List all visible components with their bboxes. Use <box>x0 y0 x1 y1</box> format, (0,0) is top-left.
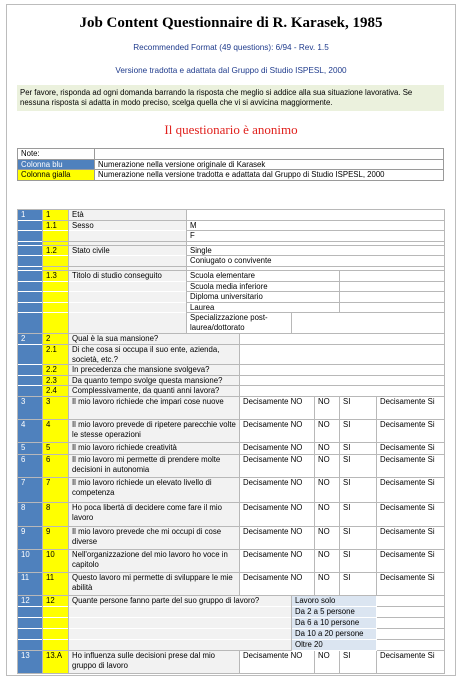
option-strongly-no[interactable]: Decisamente NO <box>240 549 315 572</box>
question-education: Titolo di studio conseguito <box>69 270 187 281</box>
option-strongly-yes[interactable]: Decisamente Si <box>377 442 445 454</box>
empty-cell <box>340 281 445 292</box>
empty-cell <box>340 270 445 281</box>
ita-number: 3 <box>43 396 69 419</box>
orig-number-cell <box>18 281 43 292</box>
ita-number-cell <box>43 302 69 313</box>
option-strongly-no[interactable]: Decisamente NO <box>240 502 315 526</box>
option-yes[interactable]: SI <box>340 454 377 477</box>
option-strongly-no[interactable]: Decisamente NO <box>240 396 315 419</box>
question-text: Il mio lavoro richiede che impari cose nuove <box>69 396 240 419</box>
ita-number: 6 <box>43 454 69 477</box>
ita-number: 1 <box>43 210 69 221</box>
option-yes[interactable]: SI <box>340 549 377 572</box>
answer-job-tenure[interactable] <box>240 375 445 386</box>
ita-number-cell <box>43 231 69 242</box>
orig-number: 9 <box>18 526 43 549</box>
option-strongly-yes[interactable]: Decisamente Si <box>377 526 445 549</box>
question-sex: Sesso <box>69 220 187 231</box>
option-no[interactable]: NO <box>315 526 340 549</box>
orig-number: 4 <box>18 419 43 442</box>
ita-number: 2 <box>43 334 69 345</box>
question-cell <box>69 292 187 303</box>
orig-number-cell <box>18 231 43 242</box>
orig-number: 12 <box>18 595 43 606</box>
questionnaire-page <box>6 4 456 676</box>
option-education[interactable]: Specializzazione post-laurea/dottorato <box>187 313 292 334</box>
question-text: Il mio lavoro prevede che mi occupi di cose diverse <box>69 526 240 549</box>
orig-number-cell <box>18 302 43 313</box>
option-education[interactable]: Scuola elementare <box>187 270 340 281</box>
orig-number: 11 <box>18 572 43 595</box>
question-marital-status: Stato civile <box>69 245 187 256</box>
answer-years-worked[interactable] <box>240 386 445 397</box>
option-strongly-no[interactable]: Decisamente NO <box>240 454 315 477</box>
answer-age[interactable] <box>187 210 445 221</box>
option-no[interactable]: NO <box>315 396 340 419</box>
question-job-title: Qual è la sua mansione? <box>69 334 240 345</box>
option-strongly-yes[interactable]: Decisamente Si <box>377 549 445 572</box>
ita-number: 8 <box>43 502 69 526</box>
blue-column-label: Colonna blu <box>18 159 95 170</box>
option-strongly-no[interactable]: Decisamente NO <box>240 526 315 549</box>
option-no[interactable]: NO <box>315 419 340 442</box>
question-cell <box>69 256 187 267</box>
option-strongly-no[interactable]: Decisamente NO <box>240 477 315 502</box>
question-cell <box>69 313 187 334</box>
option-single[interactable]: Single <box>187 245 445 256</box>
question-age: Età <box>69 210 187 221</box>
notes-label: Note: <box>18 149 95 160</box>
orig-number-cell <box>18 639 43 650</box>
answer-previous-job[interactable] <box>240 365 445 376</box>
anonymous-notice: Il questionario è anonimo <box>164 122 298 137</box>
question-cell <box>69 231 187 242</box>
orig-number-cell <box>18 270 43 281</box>
question-text: Il mio lavoro richiede un elevato livello di competenza <box>69 477 240 502</box>
ita-number: 5 <box>43 442 69 454</box>
orig-number-cell <box>18 256 43 267</box>
question-cell <box>69 281 187 292</box>
question-job-tenure: Da quanto tempo svolge questa mansione? <box>69 375 240 386</box>
ita-number: 2.3 <box>43 375 69 386</box>
question-text: Ho influenza sulle decisioni prese dal mio gruppo di lavoro <box>69 650 240 673</box>
orig-number-cell <box>18 365 43 376</box>
ita-number-cell <box>43 639 69 650</box>
ita-number: 10 <box>43 549 69 572</box>
ita-number: 1.2 <box>43 245 69 256</box>
option-yes[interactable]: SI <box>340 442 377 454</box>
option-strongly-no[interactable]: Decisamente NO <box>240 419 315 442</box>
notes-empty <box>95 149 444 160</box>
orig-number-cell <box>18 386 43 397</box>
option-strongly-no[interactable]: Decisamente NO <box>240 572 315 595</box>
empty-cell <box>377 628 445 639</box>
option-yes[interactable]: SI <box>340 572 377 595</box>
question-text: Il mio lavoro mi permette di prendere molte decisioni in autonomia <box>69 454 240 477</box>
option-education[interactable]: Diploma universitario <box>187 292 340 303</box>
blue-column-text: Numerazione nella versione originale di Karasek <box>95 159 444 170</box>
option-no[interactable]: NO <box>315 650 340 673</box>
option-yes[interactable]: SI <box>340 396 377 419</box>
yellow-column-label: Colonna gialla <box>18 170 95 181</box>
question-employer: Di che cosa si occupa il suo ente, azienda, società, etc.? <box>69 344 240 364</box>
question-years-worked: Complessivamente, da quanti anni lavora? <box>69 386 240 397</box>
orig-number-cell <box>18 245 43 256</box>
question-cell <box>69 302 187 313</box>
empty-cell <box>340 302 445 313</box>
format-subtitle: Recommended Format (49 questions): 6/94 - Rev. 1.5 <box>133 43 329 52</box>
question-cell <box>69 639 292 650</box>
option-strongly-no[interactable]: Decisamente NO <box>240 442 315 454</box>
questions-table <box>17 209 445 674</box>
question-text: Questo lavoro mi permette di sviluppare le mie abilità <box>69 572 240 595</box>
option-strongly-yes[interactable]: Decisamente Si <box>377 572 445 595</box>
empty-cell <box>340 292 445 303</box>
ita-number-cell <box>43 628 69 639</box>
page-title: Job Content Questionnaire di R. Karasek, 1985 <box>79 15 383 31</box>
yellow-column-text: Numerazione nella versione tradotta e adattata dal Gruppo di Studio ISPESL, 2000 <box>95 170 444 181</box>
orig-number: 2 <box>18 334 43 345</box>
ita-number-cell <box>43 281 69 292</box>
option-group-size[interactable]: Da 6 a 10 persone <box>292 617 377 628</box>
orig-number: 8 <box>18 502 43 526</box>
orig-number: 10 <box>18 549 43 572</box>
option-strongly-yes[interactable]: Decisamente Si <box>377 396 445 419</box>
ita-number: 2.1 <box>43 344 69 364</box>
answer-employer[interactable] <box>240 344 445 364</box>
ita-number: 1.3 <box>43 270 69 281</box>
option-strongly-no[interactable]: Decisamente NO <box>240 650 315 673</box>
ita-number-cell <box>43 292 69 303</box>
option-strongly-yes[interactable]: Decisamente Si <box>377 650 445 673</box>
ita-number: 4 <box>43 419 69 442</box>
option-group-size[interactable]: Oltre 20 <box>292 639 377 650</box>
orig-number: 13 <box>18 650 43 673</box>
ita-number-cell <box>43 256 69 267</box>
empty-cell <box>377 595 445 606</box>
question-cell <box>69 617 292 628</box>
question-cell <box>69 628 292 639</box>
orig-number: 3 <box>18 396 43 419</box>
orig-number-cell <box>18 617 43 628</box>
option-yes[interactable]: SI <box>340 650 377 673</box>
option-strongly-yes[interactable]: Decisamente Si <box>377 419 445 442</box>
orig-number-cell <box>18 292 43 303</box>
ita-number: 11 <box>43 572 69 595</box>
empty-cell <box>377 606 445 617</box>
orig-number-cell <box>18 606 43 617</box>
option-no[interactable]: NO <box>315 572 340 595</box>
option-no[interactable]: NO <box>315 477 340 502</box>
question-text: Nell'organizzazione del mio lavoro ho voce in capitolo <box>69 549 240 572</box>
question-text: Il mio lavoro richiede creatività <box>69 442 240 454</box>
option-sex-m[interactable]: M <box>187 220 445 231</box>
ita-number: 7 <box>43 477 69 502</box>
ita-number-cell <box>43 313 69 334</box>
ita-number: 12 <box>43 595 69 606</box>
option-yes[interactable]: SI <box>340 419 377 442</box>
option-sex-f[interactable]: F <box>187 231 445 242</box>
question-cell <box>69 606 292 617</box>
notes-table <box>17 148 444 181</box>
question-text: Ho poca libertà di decidere come fare il mio lavoro <box>69 502 240 526</box>
instructions-box: Per favore, risponda ad ogni domanda barrando la risposta che meglio si addice alla sua situazione lavorativa. Se nessuna risposta si adatta in modo preciso, scelga quella che vi si avvicina maggiormente. <box>17 85 444 111</box>
option-strongly-yes[interactable]: Decisamente Si <box>377 477 445 502</box>
ita-number: 2.2 <box>43 365 69 376</box>
empty-cell <box>377 639 445 650</box>
orig-number: 5 <box>18 442 43 454</box>
ita-number-cell <box>43 606 69 617</box>
empty-cell <box>292 313 445 334</box>
ita-number: 1.1 <box>43 220 69 231</box>
ita-number-cell <box>43 617 69 628</box>
question-text: Quante persone fanno parte del suo gruppo di lavoro? <box>69 595 292 606</box>
option-no[interactable]: NO <box>315 454 340 477</box>
option-yes[interactable]: SI <box>340 502 377 526</box>
answer-job-title[interactable] <box>240 334 445 345</box>
option-no[interactable]: NO <box>315 502 340 526</box>
option-strongly-yes[interactable]: Decisamente Si <box>377 454 445 477</box>
option-strongly-yes[interactable]: Decisamente Si <box>377 502 445 526</box>
option-group-size[interactable]: Da 10 a 20 persone <box>292 628 377 639</box>
option-no[interactable]: NO <box>315 442 340 454</box>
question-previous-job: In precedenza che mansione svolgeva? <box>69 365 240 376</box>
orig-number-cell <box>18 220 43 231</box>
orig-number-cell <box>18 375 43 386</box>
option-yes[interactable]: SI <box>340 526 377 549</box>
orig-number-cell <box>18 628 43 639</box>
orig-number: 6 <box>18 454 43 477</box>
empty-cell <box>377 617 445 628</box>
option-married[interactable]: Coniugato o convivente <box>187 256 445 267</box>
translation-subtitle: Versione tradotta e adattata dal Gruppo di Studio ISPESL, 2000 <box>115 66 347 75</box>
option-no[interactable]: NO <box>315 549 340 572</box>
question-text: Il mio lavoro prevede di ripetere parecchie volte le stesse operazioni <box>69 419 240 442</box>
option-education[interactable]: Laurea <box>187 302 340 313</box>
ita-number: 13.A <box>43 650 69 673</box>
orig-number: 7 <box>18 477 43 502</box>
option-yes[interactable]: SI <box>340 477 377 502</box>
orig-number: 1 <box>18 210 43 221</box>
ita-number: 2.4 <box>43 386 69 397</box>
orig-number-cell <box>18 344 43 364</box>
option-group-size[interactable]: Lavoro solo <box>292 595 377 606</box>
option-group-size[interactable]: Da 2 a 5 persone <box>292 606 377 617</box>
ita-number: 9 <box>43 526 69 549</box>
option-education[interactable]: Scuola media inferiore <box>187 281 340 292</box>
orig-number-cell <box>18 313 43 334</box>
